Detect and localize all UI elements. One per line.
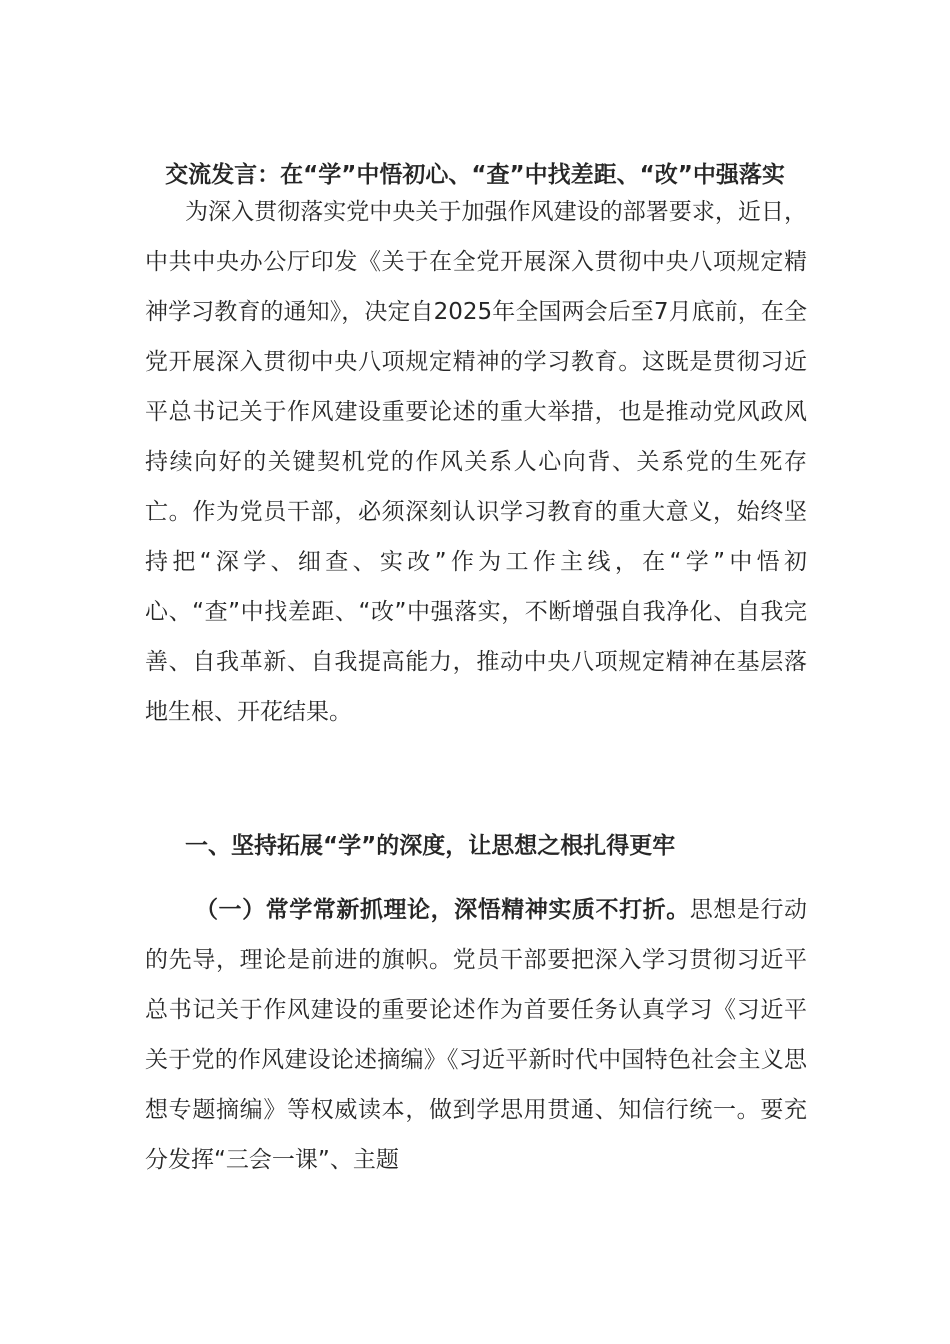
- section-heading: 一、坚持拓展“学”的深度，让思想之根扎得更牢: [185, 833, 676, 859]
- subsection-text: 思想是行动的先导，理论是前进的旗帜。党员干部要把深入学习贯彻习近平总书记关于作风建设的重要论述作为首要任务认真学习《习近平关于党的作风建设论述摘编》《习近平新时代中国特色社会主义思想专题摘编》等权威读本，做到学思用贯通、知信行统一。要充分发挥“三会一课”、主题: [145, 897, 808, 1173]
- intro-paragraph: 为深入贯彻落实党中央关于加强作风建设的部署要求，近日，中共中央办公厅印发《关于在全党开展深入贯彻中央八项规定精神学习教育的通知》，决定自2025年全国两会后至7月底前，在全党开展深入贯彻中央八项规定精神的学习教育。这既是贯彻习近平总书记关于作风建设重要论述的重大举措，也是推动党风政风持续向好的关键契机党的作风关系人心向背、关系党的生死存亡。作为党员干部，必须深刻认识学习教育的重大意义，始终坚持把“深学、细查、实改”作为工作主线，在“学”中悟初心、“查”中找差距、“改”中强落实，不断增强自我净化、自我完善、自我革新、自我提高能力，推动中央八项规定精神在基层落地生根、开花结果。: [145, 199, 807, 725]
- subsection-paragraph: [145, 885, 807, 1185]
- subsection-lead: （一）常学常新抓理论，深悟精神实质不打折。: [195, 897, 690, 923]
- document-title: 交流发言：在“学”中悟初心、“查”中找差距、“改”中强落实: [165, 162, 785, 188]
